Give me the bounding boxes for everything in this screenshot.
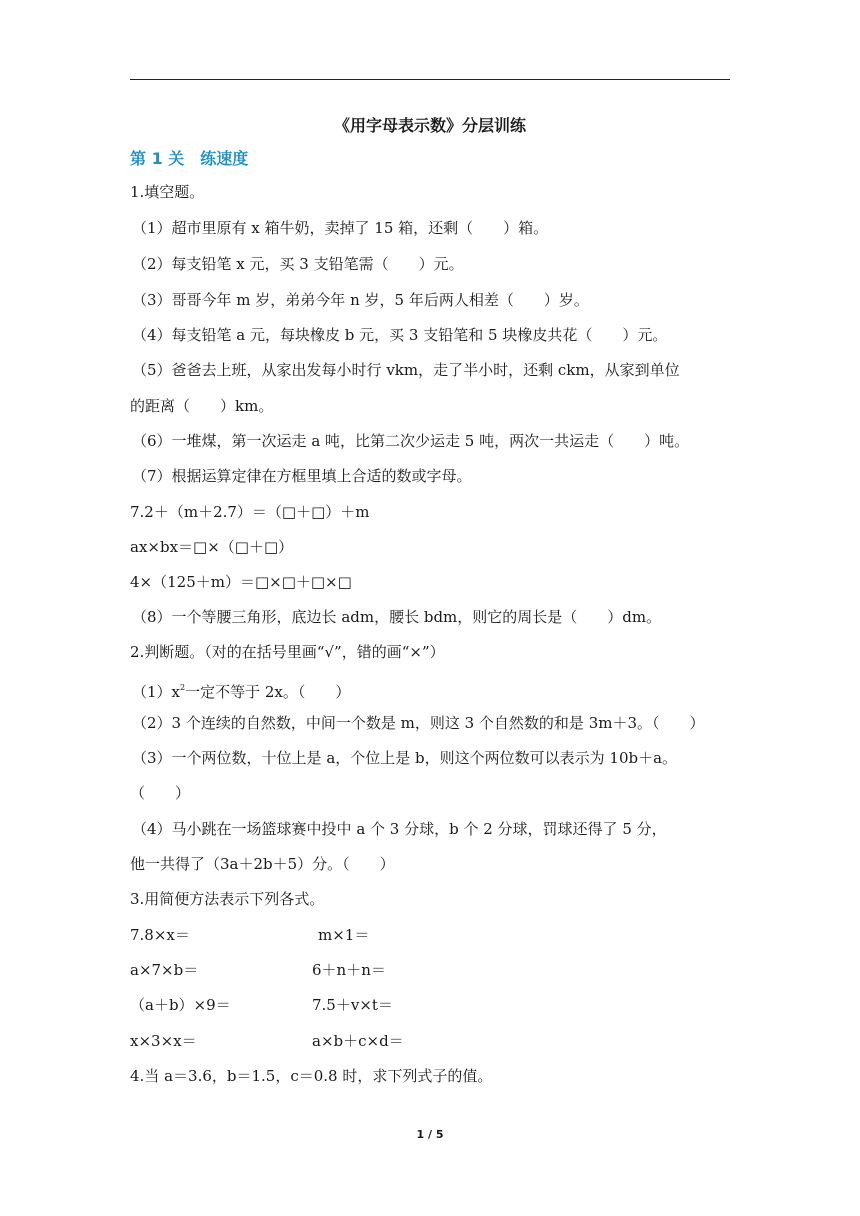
q2-item-1-post: 一定不等于 2x。（ ） [185, 683, 351, 701]
q2-item-4-line1: （4）马小跳在一场篮球赛中投中 a 个 3 分球，b 个 2 分球，罚球还得了 5 分， [132, 820, 667, 838]
q3-left-expr: x×3×x＝ [130, 1032, 197, 1050]
q2-item-3-line2: （ ） [130, 784, 191, 802]
q1-item-3: （3）哥哥今年 m 岁，弟弟今年 n 岁，5 年后两人相差（ ）岁。 [132, 291, 589, 309]
q3-right-expr: a×b＋c×d＝ [312, 1032, 404, 1050]
q4-heading: 4.当 a＝3.6，b＝1.5，c＝0.8 时，求下列式子的值。 [130, 1067, 493, 1085]
q1-item-5-line2: 的距离（ ）km。 [130, 397, 274, 415]
page-title: 《用字母表示数》分层训练 [333, 116, 526, 135]
q2-item-4-line2: 他一共得了（3a＋2b＋5）分。（ ） [130, 855, 395, 873]
section-heading: 第 1 关 练速度 [130, 149, 249, 168]
q1-equation-1: 7.2＋（m＋2.7）＝（□＋□）＋m [130, 503, 370, 521]
q2-item-3-line1: （3）一个两位数，十位上是 a，个位上是 b，则这个两位数可以表示为 10b＋a。 [132, 749, 678, 767]
q3-right-expr: m×1＝ [318, 926, 370, 944]
q1-heading: 1.填空题。 [130, 183, 205, 201]
q2-item-2: （2）3 个连续的自然数，中间一个数是 m，则这 3 个自然数的和是 3m＋3。（ ） [132, 714, 705, 732]
q1-item-5-line1: （5）爸爸去上班，从家出发每小时行 vkm，走了半小时，还剩 ckm，从家到单位 [132, 361, 680, 379]
q3-heading: 3.用简便方法表示下列各式。 [130, 890, 325, 908]
page-number: 1 / 5 [416, 1128, 444, 1141]
q3-right-expr: 6＋n＋n＝ [312, 961, 386, 979]
q1-equation-3: 4×（125＋m）＝□×□＋□×□ [130, 573, 352, 591]
q3-left-expr: 7.8×x＝ [130, 926, 190, 944]
q2-heading: 2.判断题。（对的在括号里画“√”，错的画“×”） [130, 643, 445, 661]
q2-item-1-exponent: 2 [180, 683, 186, 692]
q1-item-1: （1）超市里原有 x 箱牛奶，卖掉了 15 箱，还剩（ ）箱。 [132, 219, 549, 237]
q1-item-7: （7）根据运算定律在方框里填上合适的数或字母。 [132, 467, 472, 485]
q3-left-expr: a×7×b＝ [130, 961, 199, 979]
q1-item-4: （4）每支铅笔 a 元，每块橡皮 b 元，买 3 支铅笔和 5 块橡皮共花（ ）元。 [132, 326, 668, 344]
q1-item-8: （8）一个等腰三角形，底边长 adm，腰长 bdm，则它的周长是（ ）dm。 [132, 608, 662, 626]
q1-item-2: （2）每支铅笔 x 元，买 3 支铅笔需（ ）元。 [132, 255, 464, 273]
q2-item-1-pre: （1）x [132, 683, 181, 701]
q1-item-6: （6）一堆煤，第一次运走 a 吨，比第二次少运走 5 吨，两次一共运走（ ）吨。 [132, 432, 690, 450]
q1-equation-2: ax×bx＝□×（□＋□） [130, 538, 294, 556]
q2-item-1 [132, 678, 350, 702]
header-rule [130, 79, 730, 80]
q3-left-expr: （a＋b）×9＝ [130, 996, 231, 1014]
q3-right-expr: 7.5＋v×t＝ [312, 996, 393, 1014]
